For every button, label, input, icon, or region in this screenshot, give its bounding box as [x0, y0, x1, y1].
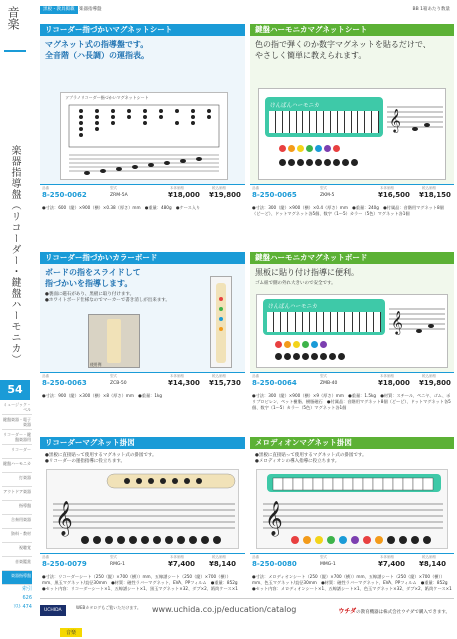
catalog-url-link[interactable]: www.uchida.co.jp/education/catalog	[152, 605, 297, 614]
sidebar-nav-item[interactable]: ミュージック・ベル	[2, 400, 32, 415]
spec-head: 型式	[320, 374, 327, 378]
product-notes	[250, 281, 454, 287]
product-code: 8-250-0065	[252, 191, 297, 199]
recorder-chart-illustration	[46, 469, 239, 549]
product-spec-row	[40, 553, 245, 573]
product-keyboard-magnet-board	[250, 252, 454, 412]
product-code: 8-250-0064	[252, 379, 297, 387]
index-link[interactable]: 索引	[21, 586, 32, 592]
catch-line: 全音階（ハ長調）の運指表。	[45, 51, 149, 60]
spec-head: 型式	[110, 374, 117, 378]
footer-note	[76, 605, 141, 610]
product-price-tax: ¥8,140	[419, 560, 447, 568]
black-magnets	[279, 159, 358, 166]
product-title: リコーダー指づかいマグネットシート	[40, 24, 245, 36]
note-line: ●裏面に磁石があり、黒板に取り付けます。	[45, 292, 135, 297]
product-model: RMG-1	[110, 562, 125, 567]
usage-example-photo	[88, 314, 140, 368]
brand-mark: ウチダ	[338, 608, 357, 615]
keyboard-label: けんばんハーモニカ	[268, 304, 318, 310]
product-model: ZMB-40	[320, 381, 338, 386]
page-footer	[40, 598, 454, 624]
melodion-chart-illustration	[256, 469, 448, 549]
color-board-illustration	[210, 276, 232, 368]
color-magnets	[275, 341, 327, 348]
catch-line: マグネット式の指導盤です。	[45, 40, 149, 49]
spec-head: 型式	[110, 186, 117, 190]
product-desc: ●寸法：300（縦）×900（横）×9（厚さ）mm ●重量：1.5kg ●材質：スチール、ペニヤ、ゴム、ポリプロピレン、ペット樹脂、樹脂磁石 ●付属品：音階用マグネット8個（ど〜ど）、ドットマグネット各5個、数字（1〜5）カラー（5色）マグネット各1個	[252, 393, 451, 410]
product-desc: ●寸法：600（縦）×900（横）×0.38（厚さ）mm ●重量：480g ●ケース入り	[42, 205, 201, 210]
product-title: 鍵盤ハーモニカマグネットボード	[250, 252, 454, 264]
product-price-tax: ¥19,800	[209, 191, 241, 199]
note-line: ●黒板に直接貼って使用するマグネット式の掛図です。	[45, 453, 157, 458]
sidebar	[0, 0, 34, 639]
product-price: ¥7,400	[168, 560, 196, 568]
product-desc: ●寸法：メロディオンシート（250（縦）×700（横））mm、五線譜シート（250（縦）×700（横））mm、色玉マグネット/直径30mm ●材質：磁性ラバーマグネット、EVA、PPフィルム ●重量：852g ●セット内容：メロディオンシート×1、五線譜シート×1、色玉マグネット×32、ダブ×2、紙筒ケース×1	[252, 574, 452, 591]
list-page[interactable]: ﾘｽﾄ 474	[13, 604, 32, 610]
product-code: 8-250-0079	[42, 560, 87, 568]
keyboard-body	[263, 299, 385, 335]
svg-text:𝄞: 𝄞	[265, 501, 283, 536]
spec-head: 品番	[252, 374, 259, 378]
keyboard-body	[265, 97, 383, 137]
keyboard-board-illustration	[256, 294, 448, 368]
catch-line: やさしく簡単に教えられます。	[255, 51, 367, 60]
staff-graphic	[389, 299, 445, 339]
product-price-tax: ¥18,150	[419, 191, 451, 199]
product-price-tax: ¥19,800	[419, 379, 451, 387]
sidebar-title: 音楽	[6, 6, 20, 30]
recorder-staff-graphic	[47, 470, 240, 550]
product-image-area	[250, 36, 454, 184]
spec-head: 税込価格	[422, 186, 436, 190]
product-title: メロディオンマグネット掛図	[250, 437, 454, 449]
footer-brand	[338, 606, 450, 615]
keyboard-label: けんばんハーモニカ	[270, 103, 320, 109]
spec-head: 品番	[252, 186, 259, 190]
sidebar-nav-item[interactable]: 鍵盤楽器・電子楽器	[2, 415, 32, 430]
product-spec-row	[250, 184, 454, 204]
sidebar-nav-item[interactable]: 合奏用楽器	[2, 515, 32, 529]
sidebar-vertical-title: 楽器指導盤（リコーダー・鍵盤ハーモニカ）	[9, 145, 20, 365]
sidebar-nav	[2, 400, 32, 585]
sidebar-nav-item[interactable]: アウトドア楽器	[2, 487, 32, 501]
keyboard-sheet-illustration	[258, 88, 446, 180]
catch-line: 指づかいを指導します。	[45, 279, 133, 288]
svg-text:𝄞: 𝄞	[389, 108, 401, 132]
spec-head: 品番	[42, 186, 49, 190]
note-line: ●リコーダーの運指指導に役立ちます。	[45, 459, 125, 464]
product-price: ¥7,400	[378, 560, 406, 568]
catch-line: 色の指で弾くのか数字マグネットを貼るだけで、	[255, 40, 431, 49]
sidebar-nav-item[interactable]: 視聴覚	[2, 543, 32, 557]
melodion-staff-graphic	[257, 470, 449, 550]
keyboard-keys	[267, 312, 381, 332]
catch-line: ボードの指をスライドして	[45, 268, 141, 277]
spec-head: 本体価格	[380, 374, 394, 378]
fingering-chart-graphic	[61, 103, 227, 181]
sidebar-nav-item[interactable]: 音楽鑑賞	[2, 557, 32, 571]
keyboard-keys	[269, 111, 379, 133]
product-code: 8-250-0063	[42, 379, 87, 387]
product-catch	[250, 264, 454, 281]
header-tag: 黒板・教具掲載	[40, 6, 78, 14]
product-image-area	[250, 264, 454, 372]
product-price-tax: ¥8,140	[209, 560, 237, 568]
product-melodion-magnet-chart	[250, 437, 454, 593]
product-notes	[250, 449, 454, 465]
product-notes	[40, 449, 245, 465]
product-keyboard-magnet-sheet	[250, 24, 454, 218]
spec-head: 品番	[252, 555, 259, 559]
spec-head: 本体価格	[380, 186, 394, 190]
brand-text: の教育機器は株式会社ウチダで購入できます。	[356, 610, 450, 615]
header-sub: 楽器指導盤	[79, 7, 102, 12]
sidebar-nav-item[interactable]: リコーダー・鍵盤楽器用	[2, 430, 32, 445]
sidebar-nav-item[interactable]: リコーダー	[2, 445, 32, 459]
product-desc: ●寸法：900（縦）×300（横）×8（厚さ）mm ●重量：1kg	[42, 393, 163, 398]
spec-head: 本体価格	[380, 555, 394, 559]
product-catch	[250, 36, 454, 64]
product-recorder-magnet-chart	[40, 437, 245, 593]
note-line: ●黒板に直接貼って使用するマグネット式の掛図です。	[255, 453, 367, 458]
spec-head: 型式	[320, 186, 327, 190]
staff-graphic	[387, 95, 443, 139]
product-code: 8-250-0080	[252, 560, 297, 568]
product-spec-row	[250, 553, 454, 573]
product-model: ZRM-5A	[110, 193, 128, 198]
spec-head: 品番	[42, 555, 49, 559]
catch-line: 黒板に貼り付け指導に便利。	[255, 268, 359, 277]
page-header	[40, 6, 454, 14]
note-line: ゴム紐で側の外れ大きいので安全です。	[255, 281, 336, 286]
note-line: ●メロディオンの導入指導に役立ちます。	[255, 459, 340, 464]
spec-head: 税込価格	[422, 374, 436, 378]
product-desc: ●寸法：300（縦）×900（横）×0.4（厚さ）mm ●重量：240g ●付属品：音階用マグネット8個（ど〜ど）、ドットマグネット各5個、数字（1〜5）カラー（5色）マグネット各1個	[252, 205, 444, 216]
usage-label: 使用例	[90, 362, 102, 367]
fingering-sheet-illustration	[60, 92, 228, 180]
sidebar-title-bar	[4, 50, 26, 52]
product-spec-row	[40, 372, 245, 392]
product-recorder-color-board	[40, 252, 245, 400]
product-spec-row	[40, 184, 245, 204]
spec-head: 本体価格	[170, 186, 184, 190]
product-image-area	[40, 449, 245, 553]
spec-head: 型式	[320, 555, 327, 559]
product-price: ¥18,000	[168, 191, 200, 199]
sidebar-nav-item[interactable]: 指導盤	[2, 501, 32, 515]
uchida-logo: UCHIDA	[40, 605, 66, 616]
sidebar-nav-item[interactable]: 資料・教材	[2, 529, 32, 543]
product-price: ¥14,300	[168, 379, 200, 387]
color-magnets	[279, 145, 340, 152]
spec-head: 税込価格	[212, 374, 226, 378]
product-model: MMG-1	[320, 562, 336, 567]
black-magnets	[275, 353, 345, 360]
sidebar-nav-item[interactable]: 打楽器	[2, 473, 32, 487]
spec-head: 品番	[42, 374, 49, 378]
product-model: ZCB-50	[110, 381, 127, 386]
product-title: リコーダーマグネット掛図	[40, 437, 245, 449]
sidebar-nav-item-active[interactable]: 楽器指導盤	[2, 571, 32, 585]
product-title: リコーダー指づかいカラーボード	[40, 252, 245, 264]
spec-head: 型式	[110, 555, 117, 559]
product-model: ZKM-5	[320, 193, 335, 198]
bottom-tab: 音楽	[60, 628, 82, 637]
product-image-area	[40, 36, 245, 184]
product-catch	[40, 36, 245, 64]
page-number: 54	[0, 380, 30, 400]
svg-text:𝄞: 𝄞	[55, 501, 73, 536]
product-recorder-magnet-sheet	[40, 24, 245, 212]
sheet-label: ソプラノリコーダー指づかいマグネットシート	[65, 95, 149, 100]
svg-text:𝄞: 𝄞	[391, 310, 403, 334]
product-price: ¥16,500	[378, 191, 410, 199]
sidebar-nav-item[interactable]: 鍵盤ハーモニカ	[2, 459, 32, 473]
product-desc: ●寸法：リコーダーシート（250（縦）×700（横））mm、五線譜シート（250（縦）×700（横））mm、黒玉マグネット/直径30mm ●材質：磁性ラバーマグネット、EVA、PPフィルム ●重量：852g ●セット内容：リコーダーシート×1、五線譜シート×1、黒玉マグネット×32、ダブ×2、紙筒ケース×1	[42, 574, 242, 591]
product-price-tax: ¥15,730	[209, 379, 241, 387]
spec-head: 税込価格	[422, 555, 436, 559]
product-code: 8-250-0062	[42, 191, 87, 199]
footer-note-line: WEBカタログもご覧いただけます。	[76, 605, 141, 610]
sidebar-foot	[2, 585, 32, 612]
product-price: ¥18,000	[378, 379, 410, 387]
spec-head: 税込価格	[212, 186, 226, 190]
index-page[interactable]: 626	[22, 595, 32, 601]
spec-head: 本体価格	[170, 374, 184, 378]
product-title: 鍵盤ハーモニカマグネットシート	[250, 24, 454, 36]
note-line: ●ホワイトボード仕様なのでマーカーで書き消しが出来ます。	[45, 298, 170, 303]
spec-head: 税込価格	[212, 555, 226, 559]
product-spec-row	[250, 372, 454, 392]
product-image-area	[250, 449, 454, 553]
header-right: BB 1箱あたり数量	[412, 7, 450, 12]
spec-head: 本体価格	[170, 555, 184, 559]
product-image-area	[40, 264, 245, 372]
